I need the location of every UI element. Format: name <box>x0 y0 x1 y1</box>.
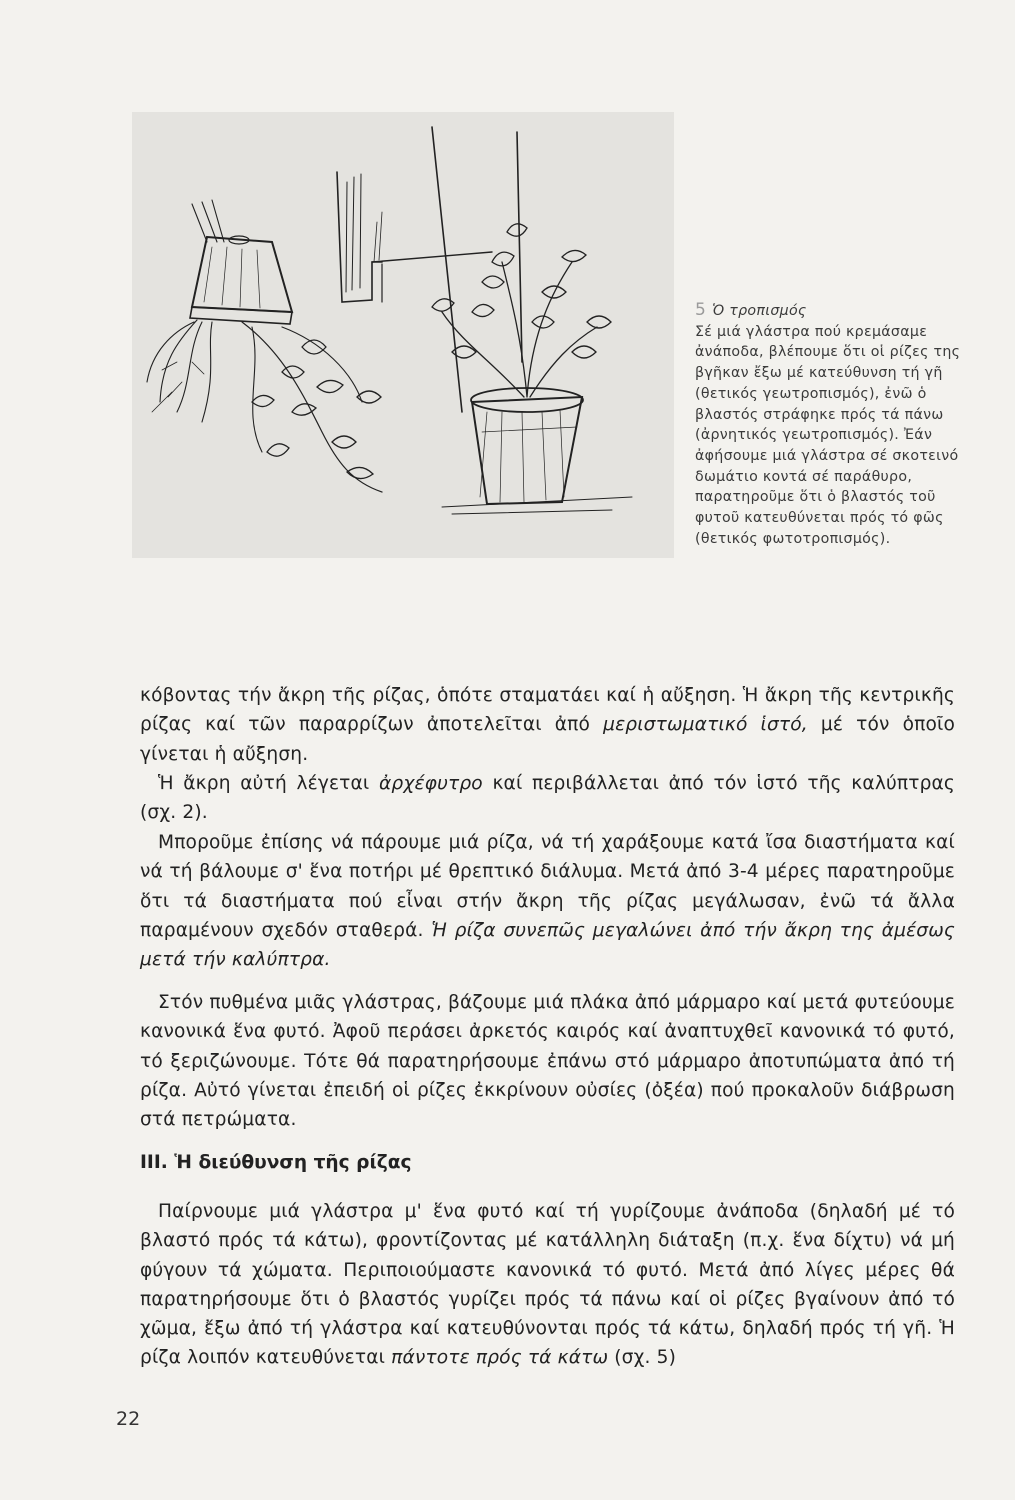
paragraph-root-direction <box>140 1197 955 1373</box>
figure-number: 5 <box>695 300 707 320</box>
paragraph-root-growth <box>140 828 955 974</box>
paragraph-archephyte <box>140 769 955 828</box>
paragraph-text: Παίρνουμε μιά γλάστρα μ' ἕνα φυτό καί τή γυρίζουμε ἀνάποδα (δηλαδή μέ τό βλαστό πρός τά κάτω), φροντίζοντας μέ κατάλληλη διάταξη (π.χ. ἕνα δίχτυ) νά μή φύγουν τά χώματα. Περιποιούμαστε κανονικά τό φυτό. Μετά ἀπό λίγες μέρες θά παρατηρήσουμε ὅτι ὁ βλαστός γυρίζει πρός τά πάνω καί οἱ ρίζες βγαίνουν ἀπό τό χῶμα, ἔξω ἀπό τή γλάστρα καί κατευθύνονται πρός τά κάτω, δηλαδή πρός τή γῆ. Ἡ ρίζα λοιπόν κατευθύνεται <box>140 1201 955 1369</box>
section-heading: III. Ἡ διεύθυνση τῆς ρίζας <box>140 1152 412 1173</box>
figure-caption-text: Σέ μιά γλάστρα πού κρεμάσαμε ἀνάποδα, βλέπουμε ὅτι οἱ ρίζες της βγῆκαν ἔξω μέ κατεύθυνση τή γῆ (θετικός γεωτροπισμός), ἐνῶ ὁ βλαστός στράφηκε πρός τά πάνω (ἀρνητικός γεωτροπισμός). Ἐάν ἀφήσουμε μιά γλάστρα σέ σκοτεινό δωμάτιο κοντά σέ παράθυρο, παρατηροῦμε ὅτι ὁ βλαστός τοῦ φυτοῦ κατευθύνεται πρός τό φῶς (θετικός φωτοτροπισμός). <box>695 323 961 547</box>
figure-title: Ὁ τροπισμός <box>712 303 807 319</box>
figure-caption <box>695 300 965 549</box>
paragraph-text: (σχ. 5) <box>608 1347 677 1369</box>
emphasis-always-down: πάντοτε πρός τά κάτω <box>391 1347 609 1369</box>
paragraph-text: Μποροῦμε ἐπίσης νά πάρουμε μιά ρίζα, νά τή χαράξουμε κατά ἴσα διαστήματα καί νά τή βάλουμε σ' ἕνα ποτήρι μέ θρεπτικό διάλυμα. Μετά ἀπό 3-4 μέρες παρατηροῦμε ὅτι τά διαστήματα πού εἶναι στήν ἄκρη τῆς ρίζας μεγάλωσαν, ἐνῶ τά ἄλλα παραμένουν σχεδόν σταθερά. <box>140 832 955 941</box>
page-number: 22 <box>116 1408 141 1430</box>
paragraph-marble: Στόν πυθμένα μιᾶς γλάστρας, βάζουμε μιά πλάκα ἀπό μάρμαρο καί μετά φυτεύουμε κανονικά ἕνα φυτό. Ἀφοῦ περάσει ἀρκετός καιρός καί ἀναπτυχθεῖ κανονικά τό φυτό, τό ξεριζώνουμε. Τότε θά παρατηρήσουμε ἐπάνω στό μάρμαρο ἀποτυπώματα ἀπό τή ρίζα. Αὐτό γίνεται ἐπειδή οἱ ρίζες ἐκκρίνουν οὐσίες (ὀξέα) πού προκαλοῦν διάβρωση στά πετρώματα. <box>140 992 955 1131</box>
paragraph-text: κόβοντας τήν ἄκρη τῆς ρίζας, ὁπότε σταματάει καί ἡ αὔξηση. Ἡ ἄκρη τῆς κεντρικῆς ρίζας καί τῶν παραρρίζων ἀποτελεῖται ἀπό <box>140 685 955 736</box>
term-archephyte: ἀρχέφυτρο <box>378 773 483 794</box>
tropism-drawing <box>132 112 674 558</box>
paragraph-root-tip <box>140 681 955 769</box>
emphasis-conclusion: Ἡ ρίζα συνεπῶς μεγαλώνει ἀπό τήν ἄκρη της ἀμέσως μετά τήν καλύπτρα. <box>140 919 955 971</box>
tropism-illustration <box>132 112 674 558</box>
term-meristematic-tissue: μεριστωματικό ἱστό, <box>603 714 808 736</box>
paragraph-text: μέ τόν ὁποῖο γίνεται ἡ αὔξηση. <box>140 714 955 765</box>
paragraph-text: καί περιβάλλεται ἀπό τόν ἱστό τῆς καλύπτρας (σχ. 2). <box>140 773 955 824</box>
paragraph-text: Ἡ ἄκρη αὐτή λέγεται <box>158 773 379 794</box>
